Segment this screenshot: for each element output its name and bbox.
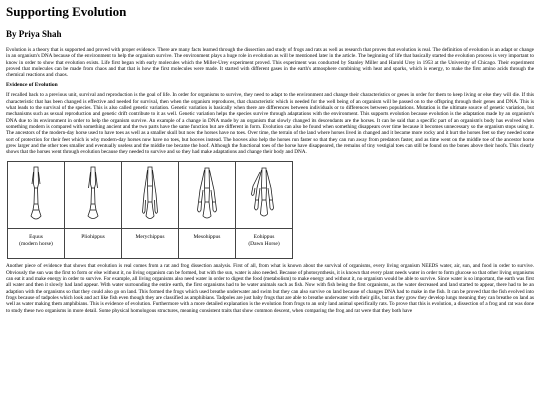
equus-foot-cell: [8, 162, 65, 229]
pliohippus-label: [65, 229, 122, 259]
mesohippus-label: [179, 229, 236, 259]
eohippus-foot-cell: [236, 162, 293, 229]
equus-label: [8, 229, 65, 259]
merychippus-label: [122, 229, 179, 259]
eohippus-label: [236, 229, 293, 259]
label-row: [8, 229, 293, 259]
intro-paragraph: Evolution is a theory that is supported and proved with proper evidence. There are many facts learned through the dissection and study of frogs and rats as well as research that proves that evolution is real. The definition of evolution is an adapt or change in an organism's DNA because of the environment to help the organism survive. The environment plays a huge role in evolution as will be mentioned later in the article. The beginning of life that basically started the evolution process is very important to know in order to show that evolution exists. Life first began with early molecules which the Miller-Urey experiment proved. This experiment was conducted by Stanley Miller and Harold Urey in 1953 at the University of Chicago. Their experiment proved that molecules can be made from chaos and that that is how the first molecules were made. It started with different gases in the earth's atmosphere combining with heat and sparks, which is energy, to make the first amino acids through the chemical reactions and chaos.: [6, 47, 534, 79]
merychippus-foot-cell: [122, 162, 179, 229]
horse-foot-evolution-figure: [7, 161, 299, 259]
bone-row: [8, 162, 293, 229]
merychippus-label-line1: Merychippus: [135, 234, 165, 241]
equus-label-line2: (modern horse): [19, 241, 53, 248]
article-title: Supporting Evolution: [6, 4, 127, 19]
eohippus-label-line1: Eohippus: [253, 234, 275, 241]
pliohippus-foot-cell: [65, 162, 122, 229]
evidence-paragraph: If recalled back to a previous unit, survival and reproduction is the goal of life. In order for organisms to survive, they need to adapt to the environment and change their characteristics or genes in order for them to keep living or else they will die. If this characteristic that has been changed is effective and needed for survival, then when the organism reproduces, that characteristic which is needed for the well being of an organism will be passed on to the offspring through their genes and DNA. This is what leads to the survival of the species. This is also called genetic variation. Genetic variation is basically when there are differences between individuals or to differences between populations. Mutation is the ultimate source of genetic variation, but mechanisms such as sexual reproduction and genetic drift contribute to it as well. Genetic variation helps the species survive through adaptations with the environment. This supports evolution because evolution is the adaptation made by an organism's DNA due to its environment in order to help the organism survive. An example of a change in DNA made by an organism that slowly changed its descendants are the horses. It can be said that a specific part of an organism's body has evolved when something modern is compared with something ancient and the two parts have the same function but are different in form. Evolution can also be found when something disappears over time because it becomes unnecessary so the organism stops using it. The ancestors of the modern-day horse used to have toes as well as a smaller skull but now the horses have no toes. Over time, the terrain of the land where horses lived in changed and it became more rocky and it hurt the horses feet so they needed some sort of protection for their feet which is why modern-day horses now have no toes, but hooves instead. The hooves also help the horses run faster so that they can run away from predators faster, and as time went on the middle toe of the ancestor horse grew larger and the other toes smaller and eventually useless and the middle toe became the hoof. Although the functional toes of the horse have disappeared, the remains of tiny vestigial toes can still be found on the bones above their hoofs. This clearly shows that the horses went through evolution because they needed to survive and so they had make adaptations and change their body and DNA.: [6, 92, 534, 156]
closing-paragraph: Another piece of evidence that shows that evolution is real comes from a rat and frog dissection analysis. First of all, from what is known about the survival of organisms, every living organism NEEDS water, air, sun, and food in order to survive. Obviously the sun was the first to form or else without it, no living organism can be formed, but with the sun, water is also needed. Because of photosynthesis, it is known that every plant needs water in order to form glucose so that other living organisms can eat it and make energy in order to survive. For example, all living organisms also need water in order to digest the food (metabolism) to make energy and without it, no organism would be able to survive. Since water is so important, the earth was first all water and then it slowly had land appear. With water surrounding the entire earth, the first organisms had to be water animals such as fish. Now with fish being the first organisms, as the water decreased and land started to appear, there had to be an adaption with the organisms so that they could also go on land. This formed the frogs which used breathe underwater and swim but they can also survive on land because of changes DNA had to make in the fish. It can be proved that the fish evolved into frogs because of tadpoles which look and act like fish even though they are classified as amphibians. Tadpoles are just baby frogs that are able to breathe underwater with their gills, but as they grow they develop lungs meaning they can breathe on land as well as water making them amphibians. This is evidence of evolution. Furthermore with a more detailed explanation is the evolution from frogs to an only land animal specifically rats. To prove that this is evolution, a dissection of a frog and rat was done to study these two organisms in more detail. Some physical homologous structures, meaning consistent traits that show common descent, when comparing the frog and rat were that they both have: [6, 263, 534, 314]
equus-foot-bone-illustration: [24, 164, 48, 224]
mesohippus-label-line1: Mesohippus: [193, 234, 221, 241]
pliohippus-label-line1: Pliohippus: [81, 234, 105, 241]
merychippus-foot-bone-illustration: [137, 164, 163, 224]
pliohippus-foot-bone-illustration: [81, 164, 105, 224]
eohippus-foot-bone-illustration: [249, 164, 279, 224]
equus-label-line1: Equus: [29, 234, 43, 241]
horse-foot-table: [7, 161, 293, 259]
section-heading: Evidence of Evolution: [6, 82, 58, 89]
mesohippus-foot-bone-illustration: [193, 164, 221, 224]
mesohippus-foot-cell: [179, 162, 236, 229]
article-author: By Priya Shah: [6, 29, 62, 39]
eohippus-label-line2: (Dawn Horse): [248, 241, 280, 248]
